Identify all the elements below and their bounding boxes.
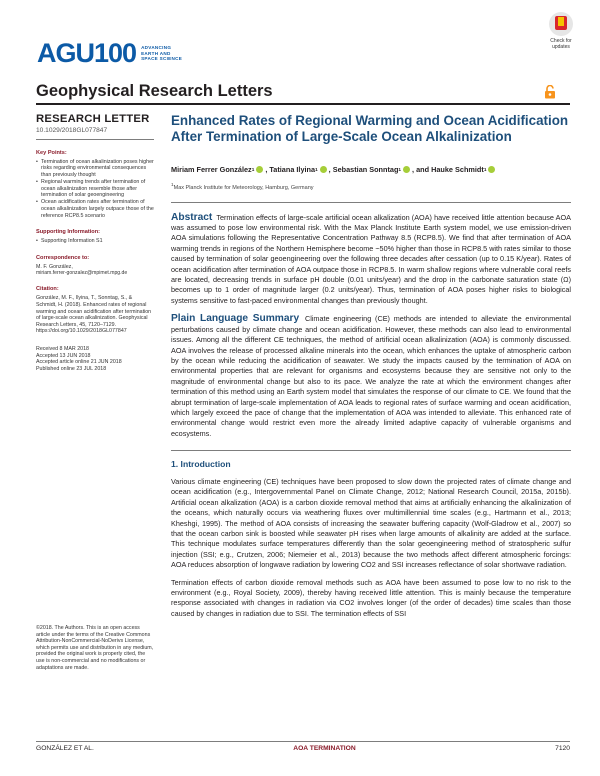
citation-heading: Citation: <box>36 286 59 293</box>
article-title: Enhanced Rates of Regional Warming and Ocean Acidification After Termination of Large-Scale Ocean Alkalinization <box>171 113 569 144</box>
supporting-info-list <box>36 238 154 245</box>
list-item: • Ocean acidification rates after termination of ocean alkalinization largely outpace those of the reference RCP8.5 scenario <box>36 199 154 219</box>
footer-running-title: AOA TERMINATION <box>293 745 356 752</box>
footer-rule <box>36 741 570 742</box>
logo-mark: AGU100 <box>37 38 137 68</box>
article-dates <box>36 346 154 373</box>
main-column <box>171 113 571 619</box>
header-rule <box>36 103 570 105</box>
abstract <box>171 213 571 307</box>
list-item[interactable]: • Supporting Information S1 <box>36 238 154 245</box>
journal-title: Geophysical Research Letters <box>36 82 273 100</box>
correspondence-email[interactable]: miriam.ferrer-gonzalez@mpimet.mpg.de <box>36 270 128 277</box>
list-item: • Regional warming trends after termination of ocean alkalinization resemble those after termination of solar geoengineering <box>36 179 154 199</box>
key-points-list <box>36 159 154 219</box>
date-published: Published online 23 JUL 2018 <box>36 366 107 372</box>
section-heading: 1. Introduction <box>171 458 231 469</box>
author-name[interactable]: Sebastian Sonntag <box>332 165 399 174</box>
list-item: • Termination of ocean alkalinization poses higher risks regarding environmental consequences than previously thought <box>36 159 154 179</box>
date-received: Received 8 MAR 2018 <box>36 345 89 352</box>
correspondence-heading: Correspondence to: <box>36 254 90 261</box>
page-number: 7120 <box>555 745 570 752</box>
author-name[interactable]: Hauke Schmidt <box>431 165 484 174</box>
agu100-logo <box>37 38 182 69</box>
author-rule <box>171 202 571 203</box>
author-list: Miriam Ferrer González 1 , Tatiana Ilyina 1 , Sebastian Sonntag 1 , and Hauke Schmidt 1 <box>171 165 571 174</box>
intro-paragraph-2: Termination effects of carbon dioxide removal methods such as AOA have been assumed to pose low to no risk to the environment (e.g., Royal Society, 2009), thereby having received little attention. This is mainly because the temperature response associated with changes in radiation via CO2 involves longer (of the order of decades) time scales than those caused by changes in radiation due to SSI. The termination effects of SSI <box>171 577 571 618</box>
author-name[interactable]: Miriam Ferrer González <box>171 165 252 174</box>
logo-tagline: ADVANCING EARTH AND SPACE SCIENCE <box>141 45 183 62</box>
bookmark-icon <box>549 12 573 36</box>
page-footer <box>36 745 570 752</box>
orcid-icon[interactable] <box>256 166 263 173</box>
sidebar <box>36 113 154 373</box>
supporting-info-heading: Supporting Information: <box>36 229 101 236</box>
orcid-icon[interactable] <box>320 166 327 173</box>
correspondence-name: M. F. González, <box>36 263 73 270</box>
orcid-icon[interactable] <box>488 166 495 173</box>
citation-text: González, M. F., Ilyina, T., Sonntag, S., & Schmidt, H. (2018). Enhanced rates of regional warming and ocean acidification after termination of large-scale ocean alkalinization. Geophysical Research Letters, 45, 7120–7129. https://doi.org/10.1029/2018GL077847 <box>36 295 152 335</box>
footer-authors: GONZÁLEZ ET AL. <box>36 745 94 752</box>
check-for-updates-badge[interactable] <box>543 12 579 56</box>
doi[interactable]: 10.1029/2018GL077847 <box>36 127 108 134</box>
open-access-lock-icon <box>543 85 557 99</box>
pls-text: Climate engineering (CE) methods are intended to alleviate the environmental perturbations caused by climate change and ocean acidification. However, these methods can also lead to environmental issues. Among all the different CE techniques, the method of artificial ocean alkalinization (AOA) is commonly discussed. AOA involves the release of processed alkaline minerals into the ocean, which enhances the uptake of atmospheric carbon by the ocean while reducing the acidification of seawater. We study the impacts caused by the termination of AOA on environmental properties that are relevant for organisms and ecosystems because they are sensitive not only to the magnitude of environmental change but also to its pace. We analyze the rate at which the environment changes after termination of this method using an Earth system model that simulates the response of our climate to CE. We found that the abrupt termination of large-scale implementation of AOA leads to regional rates of surface warming and ocean acidification, which largely exceed the pace of change that the implementation of AOA was intended to alleviate. This enhanced rate of environmental change would restrict even more the already limited adaptive capacity of vulnerable organisms and ecosystems. <box>171 314 571 438</box>
copyright-notice: ©2018. The Authors. This is an open access article under the terms of the Creative Commons Attribution-NonCommercial-NoDerivs License, which permits use and distribution in any medium, provided the original work is properly cited, the use is non-commercial and no modifications or adaptations are made. <box>36 625 154 671</box>
pls-heading: Plain Language Summary <box>171 313 300 325</box>
affiliation: 1Max Planck Institute for Meteorology, Hamburg, Germany <box>171 182 314 191</box>
check-updates-label: Check for updates <box>550 38 572 50</box>
plain-language-summary <box>171 314 571 439</box>
sidebar-rule <box>36 139 154 140</box>
key-points-heading: Key Points: <box>36 149 67 156</box>
author-name[interactable]: Tatiana Ilyina <box>269 165 316 174</box>
date-accepted: Accepted 13 JUN 2018 <box>36 352 91 359</box>
orcid-icon[interactable] <box>403 166 410 173</box>
abstract-text: Termination effects of large-scale artificial ocean alkalization (AOA) have received little attention because AOA was assumed to pose low environmental risk. With the Max Planck Institute Earth system model, we use emission-driven AOA simulations following the Representative Concentration Pathway 8.5 (RCP8.5). We find that after termination of AOA warming trends in regions of the Northern Hemisphere become ~50% higher than those in RCP8.5 with rates similar to those caused by termination of solar geoengineering over the following three decades after cessation (up to 0.15 K/year). Rates of ocean acidification after termination of AOA outpace those in RCP8.5. In warm shallow regions where vulnerable coral reefs are located, decreasing trends in surface pH double (0.01 units/year) and the drop in the carbonate saturation state (Ω) becomes up to 1 order of magnitude larger (0.2 units/year). Thus, termination of AOA poses higher risks to biological systems sensitive to fast-paced environmental changes than previously thought. <box>171 212 571 305</box>
intro-paragraph-1: Various climate engineering (CE) techniques have been proposed to slow down the projected rates of climate change and ocean acidification (e.g., Intergovernmental Panel on Climate Change, 2012; National Research Council, 2015a, 2015b). Artificial ocean alkalization (AOA) is a carbon dioxide removal method that aims at artificially enhancing the alkalinization of the oceans, which naturally occurs via weathering fluxes over multimillennial time scales (e.g., Hartmann et al., 2013; Kheshgi, 1995). The method of AOA consists of increasing the seawater buffering capacity (Wolf-Gladrow et al., 2007) so that the ocean carbon sink is boosted while seawater pH rises when large amounts of alkalinity are added at the surface. This technique modulates surface temperatures differently than the solar geoengineering method of stratospheric sulfur injection (SSI; e.g., Crutzen, 2006; Niemeier et al., 2013) because the two methods affect different atmospheric forcings: AOA reduces absorption of longwave radiation by lowering CO2 and SSI increases reflectance of solar shortwave radiation. <box>171 476 571 570</box>
section-rule <box>171 450 571 451</box>
article-type: RESEARCH LETTER <box>36 113 150 125</box>
abstract-heading: Abstract <box>171 211 213 223</box>
date-accepted-online: Accepted article online 21 JUN 2018 <box>36 359 122 366</box>
